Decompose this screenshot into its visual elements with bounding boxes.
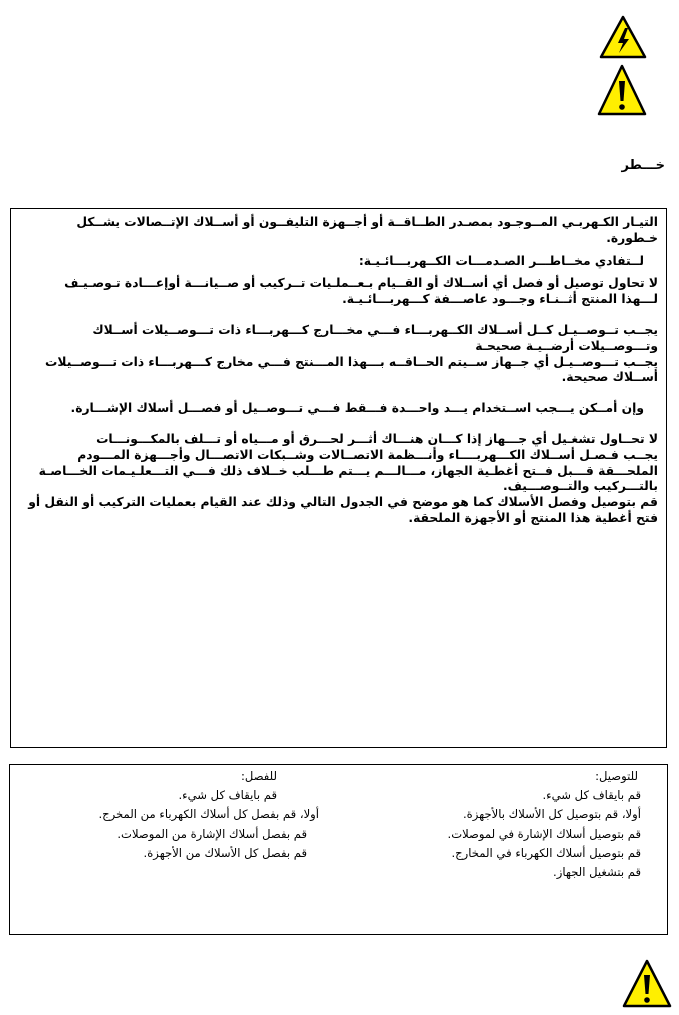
disconnect-step: قم بايقاف كل شيء. (178, 788, 277, 803)
connect-step: أولا، قم بتوصيل كل الأسلاك بالأجهزة. (462, 807, 641, 822)
danger-paragraph: يجــب تـــوصــيـل أي جــهاز ســيتم الحــاقــه بـــهذا المـــنتج فـــي مخارج كـــهربـــاء ذات تـــوصــيلات أســلاك صحيحة. (45, 354, 658, 385)
danger-paragraph: لــتفادي مخــاطـــر الصـدمـــات الكــهربـــائـيـة: (358, 253, 644, 268)
disconnect-column (19, 767, 319, 863)
danger-paragraph: قم بتوصيل وفصل الأسلاك كما هو موضح في الجدول التالي وذلك عند القيام بعمليات التركيب أو النقل أو فتح أغطية هذا المنتج أو الأجهزة الملحقة. (28, 495, 658, 525)
caution-icon (597, 63, 647, 118)
danger-paragraph: يجــب فـصـل أســلاك الكـــهربــــاء وأنـــظمة الاتصــالات وشــبكات الاتصـــال وأجـــهزة المـــودم الملحـــقة قـــبل فــتح أغطـية الجهاز، مـــالـــم يـــتم طـــلب خــلاف ذلك فـــي التـــعلـيـمات الخـــاصـة بالتـــركيب والتــوصـــيف. (38, 447, 658, 494)
disconnect-step: قم بفصل أسلاك الإشارة من الموصلات. (117, 826, 307, 841)
disconnect-step: أولا، قم بفصل كل أسلاك الكهرباء من المخرج. (98, 807, 319, 822)
danger-heading: خـــطر (621, 158, 665, 173)
connect-step: قم بايقاف كل شيء. (542, 788, 641, 803)
danger-statement-box (10, 208, 667, 748)
electrical-hazard-icon (599, 15, 647, 60)
connect-step: قم بتشغيل الجهاز. (553, 865, 641, 880)
connect-step: قم بتوصيل أسلاك الكهرباء في المخارج. (451, 845, 641, 860)
disconnect-step: قم بفصل كل الأسلاك من الأجهزة. (143, 845, 307, 860)
connect-column-title: للتوصيل: (595, 769, 638, 783)
connect-step: قم بتوصيل أسلاك الإشارة في لموصلات. (447, 826, 641, 841)
connect-column (371, 767, 641, 882)
danger-paragraph: لا تحــاول تشغـيل أي جـــهاز إذا كـــان هنـــاك أثـــر لحـــرق أو مـــياه أو تـــلف بالمكـــونـــات (96, 431, 658, 446)
danger-paragraph: يجــب تــوصــيـل كــل أســلاك الكــهربـــاء فـــي مخـــارج كـــهربـــاء ذات تـــوصــيلات أســلاك وتـــوصــيلات أرضــيـة صحيحـة (92, 322, 658, 353)
danger-paragraph: التيـار الكـهربـي المــوجـود بمصـدر الطــاقــة أو أجــهزة التليفــون أو أســلاك الإتــصالات يشــكل خـطورة. (76, 215, 658, 245)
danger-paragraph: لا تحاول توصيل أو فصل أي أســلاك أو القــيام بـعــملـيات تــركيب أو صــيانـــة أوإعـــادة تـوصـيـف لـــهذا المنتج أثــنـاء وجـــود عاصـــفة كـــهربـــائـيـة. (64, 276, 658, 307)
connect-disconnect-table (9, 764, 668, 935)
caution-icon (622, 958, 672, 1010)
danger-paragraph: وإن أمــكن يـــجب اســتخدام يـــد واحـــدة فـــقط فـــي تـــوصــيل أو فصـــل أسلاك الإشـــارة. (70, 401, 644, 416)
danger-text (28, 215, 658, 527)
disconnect-column-title: للفصل: (241, 769, 277, 783)
